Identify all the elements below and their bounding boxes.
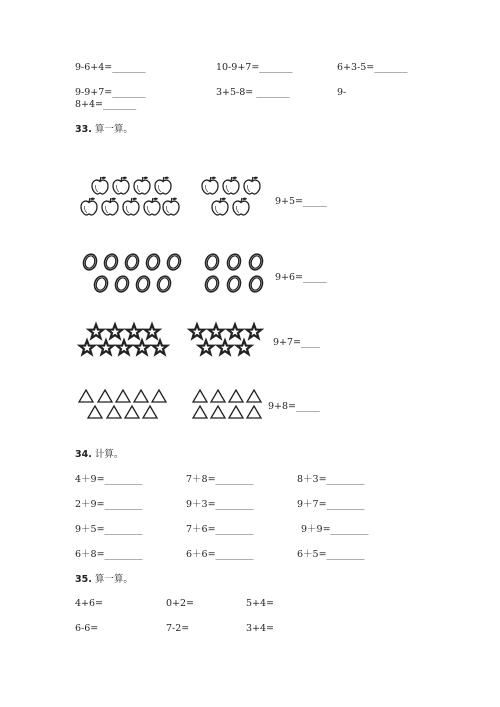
apple-group-right [202, 177, 260, 215]
ring-icon [135, 274, 152, 293]
equation: 9＋5=________ [75, 524, 143, 535]
star-icon [127, 325, 141, 339]
triangle-icon [229, 390, 243, 402]
ring-icon [226, 252, 243, 271]
triangle-icon [79, 390, 93, 402]
apple-icon [144, 198, 160, 215]
star-icon [228, 325, 242, 339]
ring-group-left [82, 252, 183, 293]
star-icon [199, 341, 213, 355]
triangle-icon [211, 406, 225, 418]
equation: 9-9+7=_______ [75, 87, 146, 98]
apple-group-left [81, 177, 179, 215]
apple-icon [223, 177, 239, 194]
triangle-icon [193, 390, 207, 402]
star-icon [108, 325, 122, 339]
ring-icon [124, 252, 141, 271]
ring-icon [248, 274, 265, 293]
triangle-icon [88, 406, 102, 418]
triangle-icon [152, 390, 166, 402]
triangle-icon [143, 406, 157, 418]
apple-icon [233, 198, 249, 215]
ring-icon [103, 252, 120, 271]
star-icon [117, 341, 131, 355]
triangle-icon [134, 390, 148, 402]
question-35-heading [75, 574, 133, 586]
apple-icon [244, 177, 260, 194]
equation: 6-6= [75, 623, 99, 634]
equation: 8＋3=________ [297, 474, 365, 485]
star-icon [80, 341, 94, 355]
equation: 0+2= [166, 598, 195, 609]
equation: 9＋9=________ [301, 524, 369, 535]
triangle-icon [98, 390, 112, 402]
apple-icon [113, 177, 129, 194]
ring-icon [145, 252, 162, 271]
equation: 4＋9=________ [75, 474, 143, 485]
star-icon [247, 325, 261, 339]
triangle-icon [193, 406, 207, 418]
ring-icon [114, 274, 131, 293]
question-number: 35. [75, 574, 92, 585]
star-icon [89, 325, 103, 339]
ring-icon [156, 274, 173, 293]
equation: 9- [337, 87, 347, 98]
apple-icon [123, 198, 139, 215]
star-icon [153, 341, 167, 355]
question-title: 算一算。 [94, 124, 133, 135]
equation: 9+6=_____ [275, 272, 327, 283]
star-icon [237, 341, 251, 355]
star-icon [190, 325, 204, 339]
star-icon [99, 341, 113, 355]
ring-icon [204, 274, 221, 293]
ring-icon [82, 252, 99, 271]
triangle-icon [107, 406, 121, 418]
triangle-icon [125, 406, 139, 418]
equation: 10-9+7=_______ [216, 62, 293, 73]
star-icon [218, 341, 232, 355]
equation: 3+5-8= _______ [216, 87, 290, 98]
triangle-icon [229, 406, 243, 418]
equation: 9-6+4=_______ [75, 62, 146, 73]
apple-icon [134, 177, 150, 194]
equation: 9＋7=________ [297, 499, 365, 510]
question-title: 计算。 [94, 449, 124, 460]
equation: 6＋5=________ [297, 549, 365, 560]
triangle-icon [247, 406, 261, 418]
apple-icon [102, 198, 118, 215]
equation: 6＋6=________ [186, 549, 254, 560]
apple-icon [163, 198, 179, 215]
equation: 2＋9=________ [75, 499, 143, 510]
equation: 7＋8=________ [186, 474, 254, 485]
equation: 7＋6=________ [186, 524, 254, 535]
equation: 8+4=_______ [75, 99, 137, 110]
triangle-icon [116, 390, 130, 402]
equation: 5+4= [246, 598, 275, 609]
equation: 9+5=_____ [275, 196, 327, 207]
equation: 9＋3=________ [186, 499, 254, 510]
equation: 9+7=____ [273, 337, 321, 348]
star-icon [209, 325, 223, 339]
equation: 4+6= [75, 598, 104, 609]
equation: 9+8=_____ [268, 401, 320, 412]
ring-group-right [204, 252, 265, 293]
ring-icon [93, 274, 110, 293]
star-icon [145, 325, 159, 339]
equation: 7-2= [166, 623, 190, 634]
triangle-icon [211, 390, 225, 402]
apple-icon [155, 177, 171, 194]
equation: 3+4= [246, 623, 275, 634]
apple-icon [81, 198, 97, 215]
ring-icon [226, 274, 243, 293]
star-icon [135, 341, 149, 355]
triangle-group-right [193, 390, 261, 418]
apple-icon [212, 198, 228, 215]
question-number: 34. [75, 449, 92, 460]
triangle-icon [247, 390, 261, 402]
ring-icon [204, 252, 221, 271]
star-group-right [190, 325, 261, 355]
triangle-group-left [79, 390, 166, 418]
ring-icon [166, 252, 183, 271]
question-title: 算一算。 [94, 574, 133, 585]
apple-icon [202, 177, 218, 194]
apple-icon [92, 177, 108, 194]
equation: 6＋8=________ [75, 549, 143, 560]
question-number: 33. [75, 124, 92, 135]
star-group-left [80, 325, 167, 355]
equation: 6+3-5=_______ [337, 62, 408, 73]
ring-icon [248, 252, 265, 271]
question-34-heading [75, 449, 123, 461]
